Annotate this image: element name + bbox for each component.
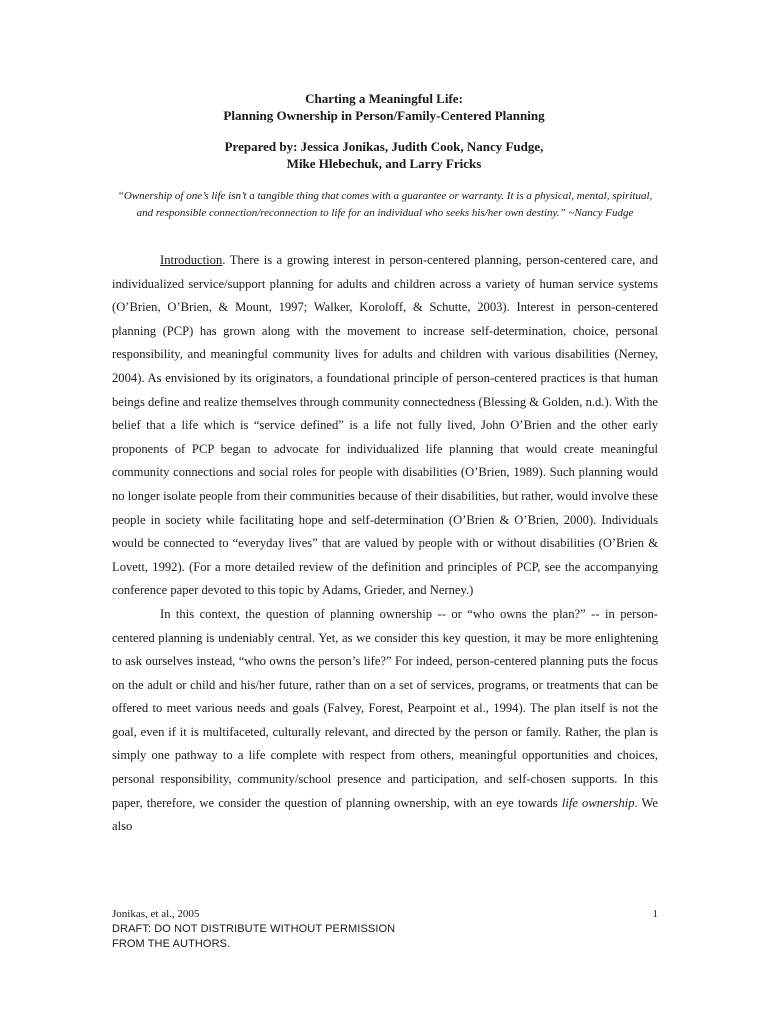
- authors-line-1: Prepared by: Jessica Jonikas, Judith Cook, Nancy Fudge,: [224, 139, 544, 154]
- title-line-2: Planning Ownership in Person/Family-Centered Planning: [223, 108, 545, 123]
- page-footer: [112, 907, 658, 952]
- paragraph-introduction-text: . There is a growing interest in person-centered planning, person-centered care, and individualized service/support planning for adults and children across a variety of human service systems (O’Brien, O’Brien, & Mount, 1997; Walker, Koroloff, & Schutte, 2003). Interest in person-centered planning (PCP) has grown along with the movement to increase self-determination, choice, personal responsibility, and meaningful community lives for adults and children with various disabilities (Nerney, 2004). As envisioned by its originators, a foundational principle of person-centered practices is that human beings define and realize themselves through community connectedness (Blessing & Golden, n.d.). With the belief that a life which is “service defined” is a life not fully lived, John O’Brien and the other early proponents of PCP began to advocate for individualized life planning that would create meaningful community connections and social roles for people with disabilities (O’Brien, 1989). Such planning would no longer isolate people from their communities because of their disabilities, but rather, would involve these people in society while facilitating hope and self-determination (O’Brien & O’Brien, 2000). Individuals would be connected to “everyday lives” that are valued by people with or without disabilities (O’Brien & Lovett, 1992). (For a more detailed review of the definition and principles of PCP, see the accompanying conference paper devoted to this topic by Adams, Grieder, and Nerney.): [112, 253, 658, 598]
- epigraph-quote: “Ownership of one’s life isn’t a tangible thing that comes with a guarantee or warranty. It is a physical, mental, spiritual, and responsible connection/reconnection to life for an individual who seeks his/her own destiny.” ~Nancy Fudge: [117, 190, 653, 219]
- title-line-1: Charting a Meaningful Life:: [305, 91, 463, 106]
- draft-notice-line-1: DRAFT: DO NOT DISTRIBUTE WITHOUT PERMISSION: [112, 923, 396, 935]
- paragraph-introduction: [112, 249, 658, 603]
- section-heading-introduction: Introduction: [160, 253, 223, 267]
- paragraph-planning-ownership-text: In this context, the question of planning ownership -- or “who owns the plan?” -- in person-centered planning is undeniably central. Yet, as we consider this key question, it may be more enlightening to ask ourselves instead, “who owns the person’s life?” For indeed, person-centered planning puts the focus on the adult or child and his/her future, rather than on a set of services, programs, or treatments that can be offered to meet various needs and goals (Falvey, Forest, Pearpoint et al., 1994). The plan itself is not the goal, even if it is multifaceted, culturally relevant, and directed by the person or family. Rather, the plan is simply one pathway to a life complete with respect from others, meaningful opportunities and choices, personal responsibility, community/school presence and participation, and self-chosen supports. In this paper, therefore, we consider the question of planning ownership, with an eye towards: [112, 606, 658, 810]
- paragraph-planning-ownership-tail: . We also: [112, 795, 659, 834]
- page-number: 1: [652, 908, 658, 920]
- footer-citation: Jonikas, et al., 2005: [112, 908, 200, 920]
- draft-notice-line-2: FROM THE AUTHORS.: [112, 938, 231, 950]
- paragraph-planning-ownership: [112, 603, 658, 839]
- body-text: [112, 249, 658, 839]
- document-title: [0, 90, 768, 124]
- emphasis-life-ownership: life ownership: [561, 795, 635, 810]
- authors-line-2: Mike Hlebechuk, and Larry Fricks: [286, 156, 482, 171]
- author-list: [0, 138, 768, 172]
